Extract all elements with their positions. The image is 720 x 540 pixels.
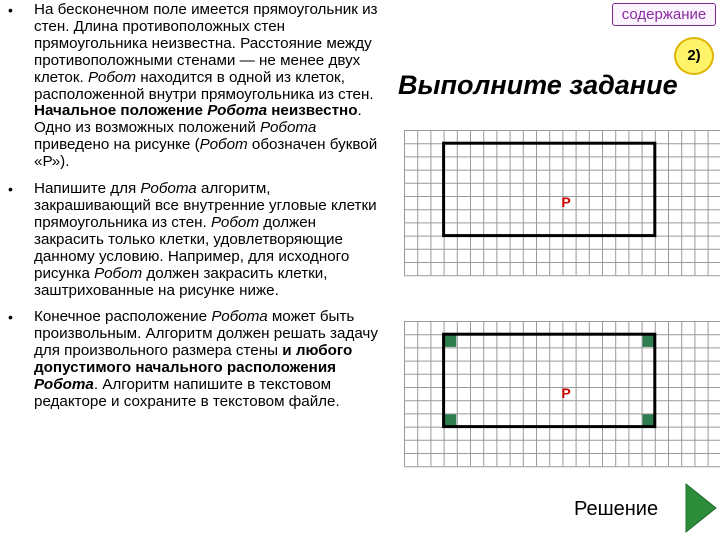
text-run: обозначен буквой «Р»). (34, 136, 378, 171)
text-run: Робот (94, 264, 143, 282)
text-run: Робота (34, 376, 94, 394)
text-run: должен закрасить только клетки, удовлетворяющие данному условию. Например, для исходного рисунка (34, 213, 350, 282)
text-run: неизвестно (267, 102, 358, 120)
robot-marker: Р (561, 385, 571, 402)
robot-marker: Р (561, 194, 571, 211)
page-title: Выполните задание (398, 70, 678, 100)
text-run: Робот (199, 136, 248, 154)
text-run: На бесконечном поле имеется прямоугольник из стен. Длина противоположных стен прямоугольника неизвестна. Расстояние между противоположными стенами — не менее двух клеток. (34, 1, 378, 86)
painted-cell (642, 335, 654, 347)
next-arrow-icon[interactable] (684, 482, 718, 534)
text-run: Робот (87, 68, 136, 86)
text-run: Начальное положение (34, 102, 208, 120)
bullet-item (8, 2, 386, 171)
painted-cell (444, 335, 456, 347)
text-run: алгоритм, закрашивающий все внутренние угловые клетки прямоугольника из стен. (34, 180, 377, 231)
bullet-marker: • (8, 2, 13, 18)
text-run: и любого допустимого начального расположения (34, 342, 353, 377)
bullet-marker: • (8, 309, 13, 326)
bullet-item (8, 181, 386, 299)
text-run: . Алгоритм напишите в текстовом редакторе и сохраните в текстовом файле. (34, 376, 340, 410)
text-run: Робота (207, 102, 268, 120)
field-grid-initial (404, 130, 720, 285)
text-run: может быть произвольным. Алгоритм должен решать задачу для произвольного размера стены (34, 308, 378, 360)
contents-button[interactable]: содержание (612, 3, 716, 26)
bullet-marker: • (8, 181, 13, 198)
text-run: Робот (210, 213, 260, 231)
solution-link[interactable]: Решение (574, 498, 659, 520)
slide-number-badge: 2) (674, 37, 714, 75)
bullet-item (8, 309, 386, 410)
text-run: Конечное расположение (34, 308, 212, 326)
task-text (8, 2, 386, 411)
text-run: приведено на рисунке ( (34, 136, 200, 154)
painted-cell (444, 414, 456, 426)
painted-cell (642, 414, 654, 426)
text-run: Робота (140, 180, 197, 198)
text-run: Робота (211, 308, 268, 326)
text-run: Робота (260, 119, 317, 137)
text-run: Напишите для (34, 180, 141, 198)
text-run: должен закрасить клетки, заштрихованные на рисунке ниже. (34, 264, 328, 299)
text-run: находится в одной из клеток, расположенной внутри прямоугольника из стен. (34, 68, 374, 103)
field-grid-result (404, 321, 720, 476)
text-run: . Одно из возможных положений (34, 102, 362, 137)
